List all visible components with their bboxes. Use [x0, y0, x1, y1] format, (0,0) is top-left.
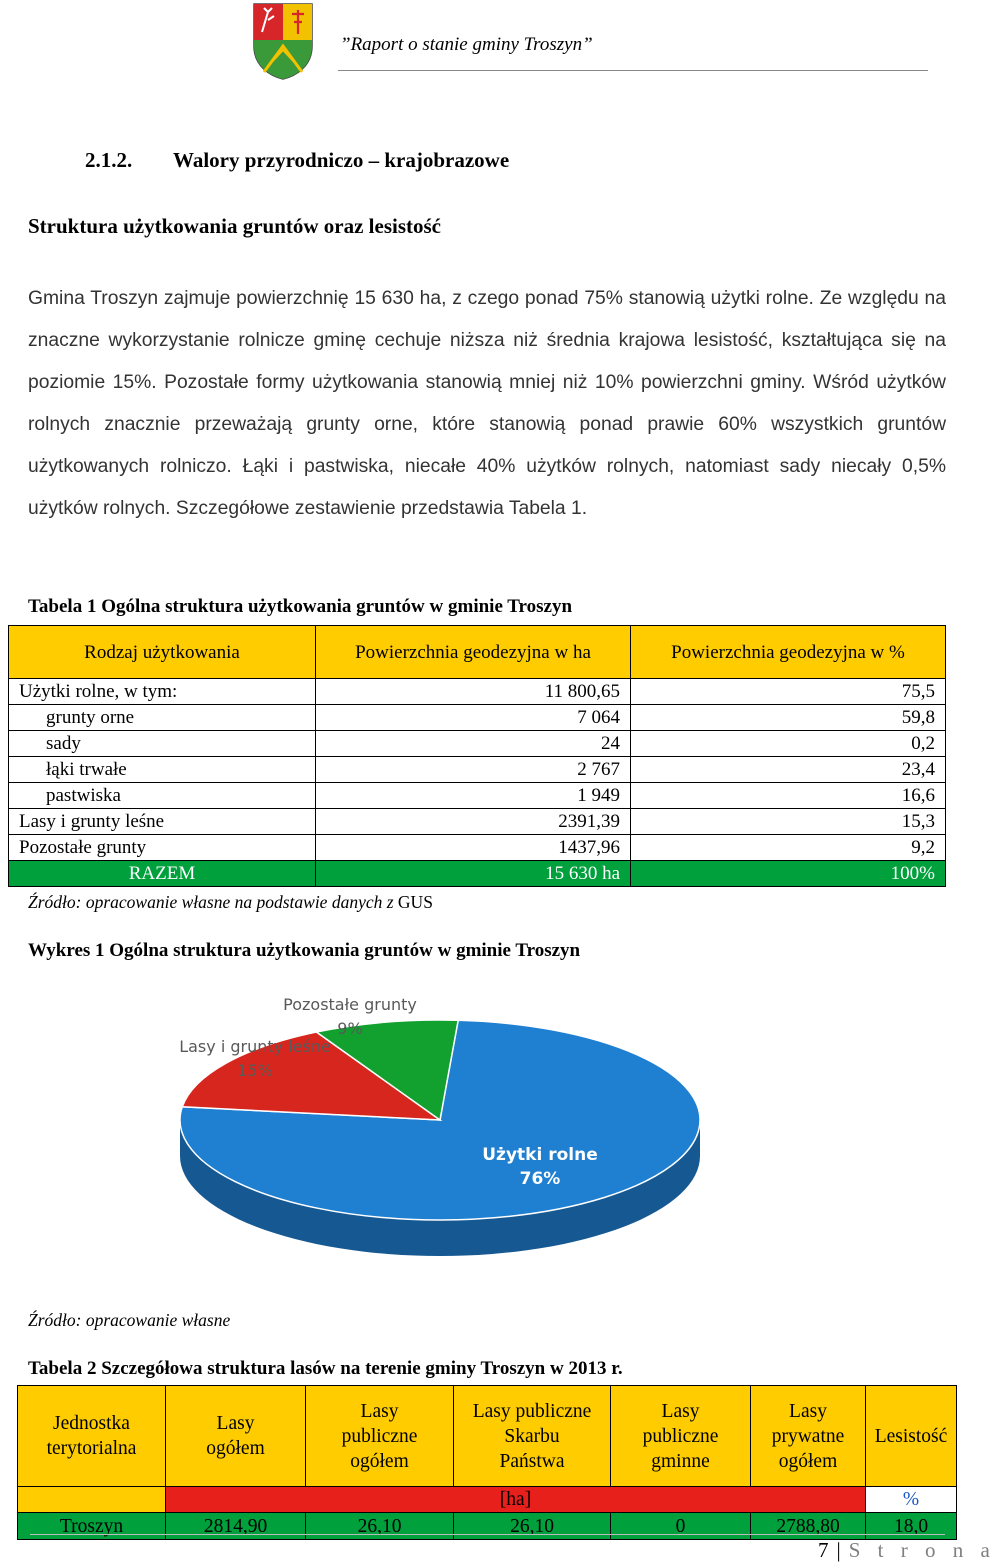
table2: [17, 1385, 957, 1540]
footer-separator: |: [836, 1538, 841, 1562]
header-divider: [338, 70, 928, 71]
table-cell: 2391,39: [316, 809, 631, 835]
table-row: [9, 809, 946, 835]
pie-value-label: 76%: [519, 1169, 561, 1189]
table1-header-cell: Powierzchnia geodezyjna w %: [631, 626, 946, 679]
gmina-crest-logo: [252, 2, 314, 80]
header-line: Państwa: [499, 1450, 565, 1472]
table1-source-gus: GUS: [397, 892, 433, 912]
pie-chart: [150, 990, 710, 1280]
table-cell: 59,8: [631, 705, 946, 731]
table1-header-cell: Rodzaj użytkowania: [9, 626, 316, 679]
table-cell: 1 949: [316, 783, 631, 809]
table-cell: Troszyn: [18, 1513, 166, 1540]
table1-header-row: [9, 626, 946, 679]
header-line: Lesistość: [874, 1425, 948, 1447]
table2-header-cell: [166, 1386, 306, 1487]
table-row: [9, 783, 946, 809]
pie-label: Użytki rolne: [482, 1145, 598, 1165]
header-line: Lasy: [216, 1413, 255, 1434]
table2-header-cell: [611, 1386, 751, 1487]
footer-label: S t r o n a: [848, 1538, 996, 1562]
table2-unit-ha: [ha]: [166, 1487, 866, 1513]
table2-unit-blank: [18, 1487, 166, 1513]
header-line: gminne: [651, 1450, 710, 1472]
table-cell: 2814,90: [166, 1513, 306, 1540]
table-cell: łąki trwałe: [9, 757, 316, 783]
table-cell: sady: [9, 731, 316, 757]
table-cell: 15,3: [631, 809, 946, 835]
subheading: Struktura użytkowania gruntów oraz lesistość: [28, 214, 441, 238]
table-cell: 100%: [631, 861, 946, 887]
table-cell: 7 064: [316, 705, 631, 731]
pie-label: Lasy i grunty leśne: [179, 1037, 331, 1056]
table-cell: 0,2: [631, 731, 946, 757]
table-cell: 1437,96: [316, 835, 631, 861]
section-heading: [85, 148, 509, 173]
table1-header-cell: Powierzchnia geodezyjna w ha: [316, 626, 631, 679]
section-number: 2.1.2.: [85, 148, 133, 172]
header-title: ”Raport o stanie gminy Troszyn”: [340, 34, 593, 55]
header-line: Lasy: [789, 1400, 827, 1422]
table-cell: Użytki rolne, w tym:: [9, 679, 316, 705]
table2-unit-row: [18, 1487, 957, 1513]
header-line: Lasy: [661, 1400, 700, 1422]
table-row: [9, 731, 946, 757]
pie-value-label: 15%: [237, 1061, 273, 1080]
table-cell: 2 767: [316, 757, 631, 783]
header-line: terytorialna: [46, 1438, 137, 1459]
table-cell: 2788,80: [751, 1513, 866, 1540]
page-number: 7: [818, 1538, 829, 1562]
header-line: publiczne: [341, 1425, 418, 1447]
table-cell: 11 800,65: [316, 679, 631, 705]
table-cell: 75,5: [631, 679, 946, 705]
pie-label: Pozostałe grunty: [283, 995, 417, 1014]
table2-caption: Tabela 2 Szczegółowa struktura lasów na terenie gminy Troszyn w 2013 r.: [28, 1358, 623, 1379]
table2-header-cell: [866, 1386, 957, 1487]
table-cell: pastwiska: [9, 783, 316, 809]
header-line: ogółem: [778, 1450, 838, 1472]
table1: [8, 625, 946, 887]
table2-header-cell: [751, 1386, 866, 1487]
table1-caption: Tabela 1 Ogólna struktura użytkowania gruntów w gminie Troszyn: [28, 596, 573, 617]
table-cell: 18,0: [866, 1513, 957, 1540]
chart-source: Źródło: opracowanie własne: [28, 1310, 231, 1330]
footer-divider: [30, 1534, 945, 1535]
body-paragraph: Gmina Troszyn zajmuje powierzchnię 15 630 ha, z czego ponad 75% stanowią użytki rolne. Ze względu na znaczne wykorzystanie rolnicze gminę cechuje niższa niż średnia krajowa lesistość, kształtująca się na poziomie 15%. Pozostałe formy użytkowania stanowią mniej niż 10% powierzchni gminy. Wśród użytków rolnych znacznie przeważają grunty orne, które stanowią ponad prawie 60% wszystkich gruntów użytkowanych rolniczo. Łąki i pastwiska, niecałe 40% użytków rolnych, natomiast sady niecały 0,5% użytków rolnych. Szczegółowe zestawienie przedstawia Tabela 1.: [28, 288, 946, 519]
table-cell: 26,10: [454, 1513, 611, 1540]
chart-caption: Wykres 1 Ogólna struktura użytkowania gruntów w gminie Troszyn: [28, 940, 581, 961]
table-cell: 24: [316, 731, 631, 757]
header-line: Jednostka: [53, 1413, 130, 1434]
header-line: publiczne: [642, 1425, 719, 1447]
table-cell: 15 630 ha: [316, 861, 631, 887]
table-cell: Pozostałe grunty: [9, 835, 316, 861]
table2-unit-pct: %: [866, 1487, 957, 1513]
table-cell: RAZEM: [9, 861, 316, 887]
table-cell: 16,6: [631, 783, 946, 809]
table-cell: 26,10: [306, 1513, 454, 1540]
table-row: [9, 679, 946, 705]
table2-header-cell: [306, 1386, 454, 1487]
table-row: [9, 835, 946, 861]
table-row: [9, 705, 946, 731]
table2-header-cell: [18, 1386, 166, 1487]
table2-header-row: [18, 1386, 957, 1487]
header-line: Skarbu: [504, 1425, 560, 1447]
table1-total-row: [9, 861, 946, 887]
pie-value-label: 9%: [337, 1019, 363, 1038]
table2-header-cell: [454, 1386, 611, 1487]
table-cell: Lasy i grunty leśne: [9, 809, 316, 835]
header-line: prywatne: [771, 1425, 845, 1447]
table-cell: 0: [611, 1513, 751, 1540]
table-row: [18, 1513, 957, 1540]
header-line: ogółem: [350, 1450, 409, 1472]
header-line: Lasy: [360, 1400, 399, 1422]
table-cell: 23,4: [631, 757, 946, 783]
table-cell: grunty orne: [9, 705, 316, 731]
table1-source-text: Źródło: opracowanie własne na podstawie danych z: [28, 892, 394, 912]
header-line: Lasy publiczne: [472, 1400, 592, 1422]
table-row: [9, 757, 946, 783]
header-line: ogółem: [206, 1438, 265, 1459]
section-title: Walory przyrodniczo – krajobrazowe: [173, 148, 510, 172]
table1-source: [28, 892, 433, 913]
page-footer: [818, 1538, 996, 1563]
table-cell: 9,2: [631, 835, 946, 861]
